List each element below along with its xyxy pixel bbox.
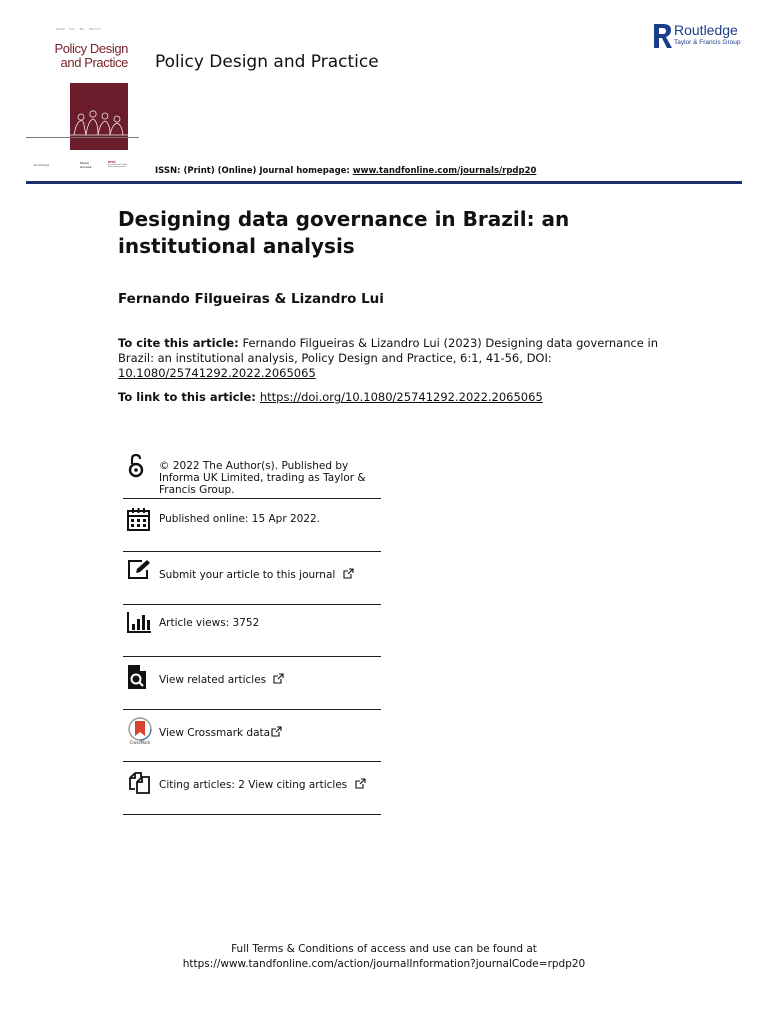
cover-title-line-1: Policy Design: [54, 41, 128, 56]
routledge-logo[interactable]: [652, 22, 752, 50]
cover-ippa-logo: [108, 160, 132, 168]
citation-block: [118, 336, 658, 381]
issn-text: ISSN: (Print) (Online) Journal homepage:: [155, 166, 353, 176]
link-label: To link to this article:: [118, 390, 256, 404]
crossmark-link[interactable]: [159, 726, 282, 739]
article-views: Article views: 3752: [159, 617, 260, 629]
doi-link[interactable]: 10.1080/25741292.2022.2065065: [118, 366, 316, 380]
header-rule: [26, 181, 742, 184]
crossmark-label: View Crossmark data: [159, 727, 271, 739]
citing-articles-icon: [126, 769, 152, 795]
open-access-word-1: Open: [80, 161, 89, 165]
row-divider: [123, 656, 381, 657]
journal-homepage-link[interactable]: www.tandfonline.com/journals/rpdp20: [352, 166, 537, 176]
open-access-word-2: Access: [80, 165, 92, 169]
submit-article-link[interactable]: [159, 568, 354, 581]
terms-url[interactable]: https://www.tandfonline.com/action/journalInformation?journalCode=rpdp20: [182, 958, 586, 970]
article-authors: Fernando Filgueiras & Lizandro Lui: [118, 291, 384, 307]
routledge-name: Routledge: [674, 22, 738, 38]
crossmark-caption: CrossMark: [129, 740, 151, 745]
edit-pencil-icon: [126, 558, 152, 584]
published-date: Published online: 15 Apr 2022.: [159, 513, 321, 525]
submit-article-label: Submit your article to this journal: [159, 569, 336, 581]
row-divider: [123, 709, 381, 710]
article-title: Designing data governance in Brazil: an institutional analysis: [118, 207, 570, 258]
external-link-icon: [343, 568, 354, 579]
cover-illustration: [70, 83, 128, 150]
row-divider: [123, 761, 381, 762]
cover-title-line-2: and Practice: [60, 55, 128, 70]
related-articles-icon: [126, 664, 152, 690]
link-block: [118, 390, 543, 404]
cover-journal-title: [46, 42, 128, 70]
external-link-icon: [355, 778, 366, 789]
external-link-icon: [271, 726, 282, 737]
cover-people-drawing: [70, 83, 128, 150]
row-divider: [123, 551, 381, 552]
open-access-text: © 2022 The Author(s). Published by Informa UK Limited, trading as Taylor & Francis Group.: [159, 460, 366, 496]
bar-chart-icon: [126, 610, 152, 636]
citing-articles-link[interactable]: [159, 778, 366, 791]
related-articles-label: View related articles: [159, 674, 267, 686]
citation-text: Fernando Filgueiras & Lizandro Lui (2023) Designing data governance in Brazil: an institutional analysis, Policy Design and Practice, 6:1, 41-56, DOI:: [118, 336, 659, 365]
cover-meta-text: ISSN · Vol · No · Month: [56, 27, 101, 31]
row-divider: [123, 604, 381, 605]
terms-line-1: Full Terms & Conditions of access and use can be found at: [231, 943, 537, 955]
ippa-brand: IPPA: [108, 160, 116, 164]
cover-logos: [34, 160, 130, 172]
article-doi-url[interactable]: https://doi.org/10.1080/25741292.2022.2065065: [259, 390, 543, 404]
row-divider: [123, 814, 381, 815]
related-articles-link[interactable]: [159, 673, 284, 686]
ippa-subtitle: International Public Policy Association: [108, 164, 128, 168]
cover-routledge-logo: Routledge: [34, 163, 50, 167]
calendar-icon: [126, 506, 152, 532]
open-access-icon: [124, 453, 150, 479]
row-divider: [123, 498, 381, 499]
issn-line: [155, 166, 536, 176]
routledge-subtitle: Taylor & Francis Group: [674, 39, 741, 46]
journal-name: Policy Design and Practice: [155, 52, 379, 72]
citing-articles-label: Citing articles: 2 View citing articles: [159, 779, 348, 791]
cover-open-access-logo: [80, 161, 91, 169]
terms-footer: [0, 942, 768, 972]
cover-baseline: [26, 137, 139, 138]
routledge-r-icon: [652, 22, 672, 50]
citation-label: To cite this article:: [118, 336, 239, 350]
external-link-icon: [273, 673, 284, 684]
